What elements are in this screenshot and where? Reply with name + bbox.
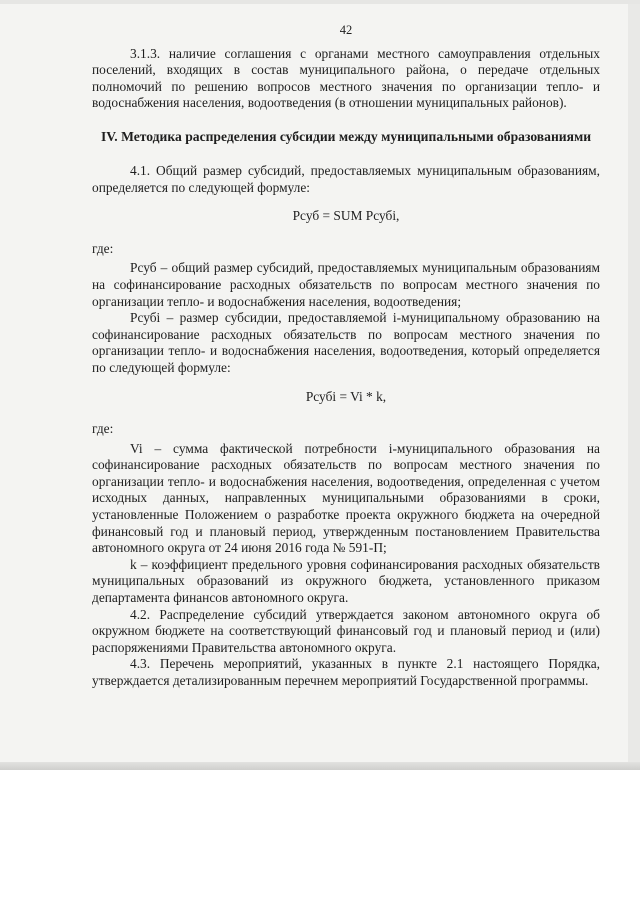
paragraph-4-2: 4.2. Распределение субсидий утверждается законом автономного округа об окружном бюджете на соответствующий финансовый год и плановый период и (или) распоряжениями Правительства автономного округа. bbox=[92, 606, 600, 655]
scan-top-edge bbox=[0, 0, 640, 4]
where-label-2: где: bbox=[92, 421, 114, 437]
paragraph-3-1-3: 3.1.3. наличие соглашения с органами местного самоуправления отдельных поселений, входящих в состав муниципального района, о передаче отдельных полномочий по решению вопросов местного значения по организации тепло- и водоснабжения населения, водоотведения (в отношении муниципальных районов). bbox=[92, 45, 600, 111]
document-page bbox=[92, 22, 600, 690]
formula-subsidy-i: Рсубi = Vi * k, bbox=[305, 388, 387, 404]
paragraph-4-3: 4.3. Перечень мероприятий, указанных в пункте 2.1 настоящего Порядка, утверждается детализированным перечнем мероприятий Государственной программы. bbox=[92, 656, 600, 688]
where-label-1: где: bbox=[92, 240, 114, 256]
definition-k: k – коэффициент предельного уровня софинансирования расходных обязательств муниципальных образований из окружного бюджета, установленного приказом департамента финансов автономного округа. bbox=[92, 556, 600, 606]
section-heading: IV. Методика распределения субсидии между муниципальными образованиями bbox=[100, 128, 592, 144]
formula-total-subsidy: Рсуб = SUM Рсубi, bbox=[292, 208, 400, 224]
page-number: 42 bbox=[339, 23, 353, 37]
definition-rsubi: Рсубi – размер субсидии, предоставляемой i-муниципальному образованию на софинансирование расходных обязательств по вопросам местного значения по организации тепло- и водоснабжения населения, водоотведения, который определяется по следующей формуле: bbox=[92, 310, 600, 375]
definition-vi: Vi – сумма фактической потребности i-муниципального образования на софинансирование расходных обязательств по вопросам местного значения по организации тепло- и водоснабжения населения, водоотведения, определенная с учетом исходных данных, направленных муниципальными образованиями в сроки, установленные Положением о разработке проекта окружного бюджета на очередной финансовый год и плановый период, утвержденным постановлением Правительства автономного округа от 24 июня 2016 года № 591-П; bbox=[92, 440, 600, 556]
paragraph-4-1: 4.1. Общий размер субсидий, предоставляемых муниципальным образованиям, определяется по следующей формуле: bbox=[92, 162, 600, 195]
definition-rsub: Рсуб – общий размер субсидий, предоставляемых муниципальным образованиям на софинансирование расходных обязательств по вопросам местного значения по организации тепло- и водоснабжения населения, водоотведения; bbox=[92, 260, 600, 309]
scan-bottom-edge bbox=[0, 762, 640, 770]
